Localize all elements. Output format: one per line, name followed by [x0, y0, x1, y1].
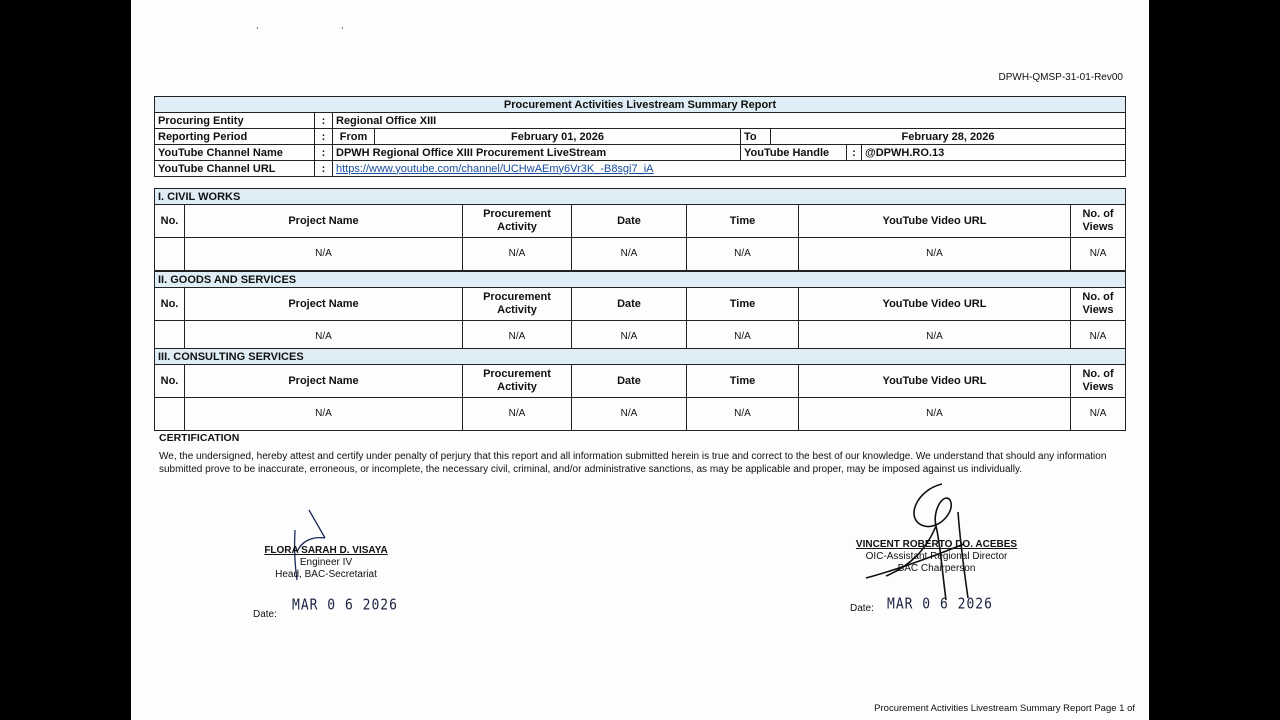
colon: :	[315, 145, 333, 161]
report-title: Procurement Activities Livestream Summary Report	[155, 97, 1126, 113]
cell-no	[155, 238, 185, 271]
handle-label: YouTube Handle	[741, 145, 847, 161]
cell-no	[155, 398, 185, 431]
left-signatory-position: Engineer IV	[299, 557, 353, 568]
col-header-no: No.	[155, 365, 185, 398]
cell-views: N/A	[1071, 238, 1126, 271]
section-title-consulting-services: III. CONSULTING SERVICES	[155, 349, 1126, 365]
cell-time: N/A	[687, 398, 799, 431]
cell-procurement-activity: N/A	[463, 238, 572, 271]
col-header-views: No. of Views	[1071, 288, 1126, 321]
procuring-entity-value: Regional Office XIII	[333, 113, 1126, 129]
col-header-video-url: YouTube Video URL	[799, 365, 1071, 398]
col-header-time: Time	[687, 365, 799, 398]
left-signatory	[256, 545, 396, 581]
cell-procurement-activity: N/A	[463, 321, 572, 354]
consulting-services-table	[154, 348, 1126, 431]
report-info-table	[154, 96, 1126, 177]
right-signatory-position: OIC-Assistant Regional Director	[865, 551, 1008, 562]
colon: :	[315, 113, 333, 129]
colon: :	[315, 129, 333, 145]
cell-date: N/A	[572, 398, 687, 431]
cell-video-url: N/A	[799, 398, 1071, 431]
document-page	[131, 0, 1149, 720]
col-header-project-name: Project Name	[185, 205, 463, 238]
col-header-no: No.	[155, 288, 185, 321]
civil-works-table	[154, 188, 1126, 271]
col-header-views: No. of Views	[1071, 205, 1126, 238]
cell-video-url: N/A	[799, 321, 1071, 354]
col-header-procurement-activity: Procurement Activity	[463, 205, 572, 238]
section-title-goods-services: II. GOODS AND SERVICES	[155, 272, 1126, 288]
cell-time: N/A	[687, 238, 799, 271]
col-header-time: Time	[687, 288, 799, 321]
channel-url-link[interactable]: https://www.youtube.com/channel/UCHwAEmy6Vr3K_-B8sgi7_iA	[336, 162, 654, 175]
channel-name-label: YouTube Channel Name	[155, 145, 315, 161]
document-code: DPWH-QMSP-31-01-Rev00	[998, 72, 1123, 83]
cell-views: N/A	[1071, 321, 1126, 354]
certification-text: We, the undersigned, hereby attest and certify under penalty of perjury that this report and all information submitted herein is true and correct to the best of our knowledge. We understand that should any information submitted prove to be inaccurate, erroneous, or incomplete, the necessary civil, criminal, and/or administrative sanctions, as may be applicable and proper, may be imposed against us individually.	[159, 451, 1107, 475]
channel-name-value: DPWH Regional Office XIII Procurement LiveStream	[333, 145, 741, 161]
to-label: To	[741, 129, 771, 145]
cell-date: N/A	[572, 321, 687, 354]
col-header-date: Date	[572, 205, 687, 238]
scan-specks: , ,	[256, 20, 384, 30]
right-date-label: Date:	[850, 603, 874, 614]
channel-url-label: YouTube Channel URL	[155, 161, 315, 177]
from-value: February 01, 2026	[375, 129, 741, 145]
reporting-period-label: Reporting Period	[155, 129, 315, 145]
cell-procurement-activity: N/A	[463, 398, 572, 431]
goods-services-table	[154, 271, 1126, 354]
certification-title: CERTIFICATION	[159, 432, 240, 444]
cell-project-name: N/A	[185, 238, 463, 271]
colon: :	[315, 161, 333, 177]
right-signatory-role: BAC Chairperson	[897, 563, 976, 574]
cell-date: N/A	[572, 238, 687, 271]
col-header-procurement-activity: Procurement Activity	[463, 288, 572, 321]
cell-video-url: N/A	[799, 238, 1071, 271]
left-signatory-name: FLORA SARAH D. VISAYA	[264, 545, 388, 556]
table-row	[155, 398, 1126, 431]
left-signatory-role: Head, BAC-Secretariat	[275, 569, 377, 580]
col-header-date: Date	[572, 288, 687, 321]
col-header-video-url: YouTube Video URL	[799, 205, 1071, 238]
left-date-stamp: MAR 0 6 2026	[292, 596, 398, 615]
col-header-time: Time	[687, 205, 799, 238]
from-label: From	[333, 129, 375, 145]
right-signatory-name: VINCENT ROBERTO DO. ACEBES	[855, 539, 1018, 550]
col-header-views: No. of Views	[1071, 365, 1126, 398]
handle-value: @DPWH.RO.13	[862, 145, 1126, 161]
col-header-procurement-activity: Procurement Activity	[463, 365, 572, 398]
procuring-entity-label: Procuring Entity	[155, 113, 315, 129]
to-value: February 28, 2026	[771, 129, 1126, 145]
col-header-video-url: YouTube Video URL	[799, 288, 1071, 321]
cell-project-name: N/A	[185, 321, 463, 354]
page-footer: Procurement Activities Livestream Summary Report Page 1 of	[874, 703, 1135, 714]
col-header-project-name: Project Name	[185, 365, 463, 398]
col-header-no: No.	[155, 205, 185, 238]
cell-project-name: N/A	[185, 398, 463, 431]
right-signatory	[849, 539, 1024, 575]
right-date-stamp: MAR 0 6 2026	[887, 595, 993, 614]
col-header-project-name: Project Name	[185, 288, 463, 321]
table-row	[155, 238, 1126, 271]
cell-views: N/A	[1071, 398, 1126, 431]
colon: :	[847, 145, 862, 161]
section-title-civil-works: I. CIVIL WORKS	[155, 189, 1126, 205]
col-header-date: Date	[572, 365, 687, 398]
left-date-label: Date:	[253, 609, 277, 620]
cell-time: N/A	[687, 321, 799, 354]
